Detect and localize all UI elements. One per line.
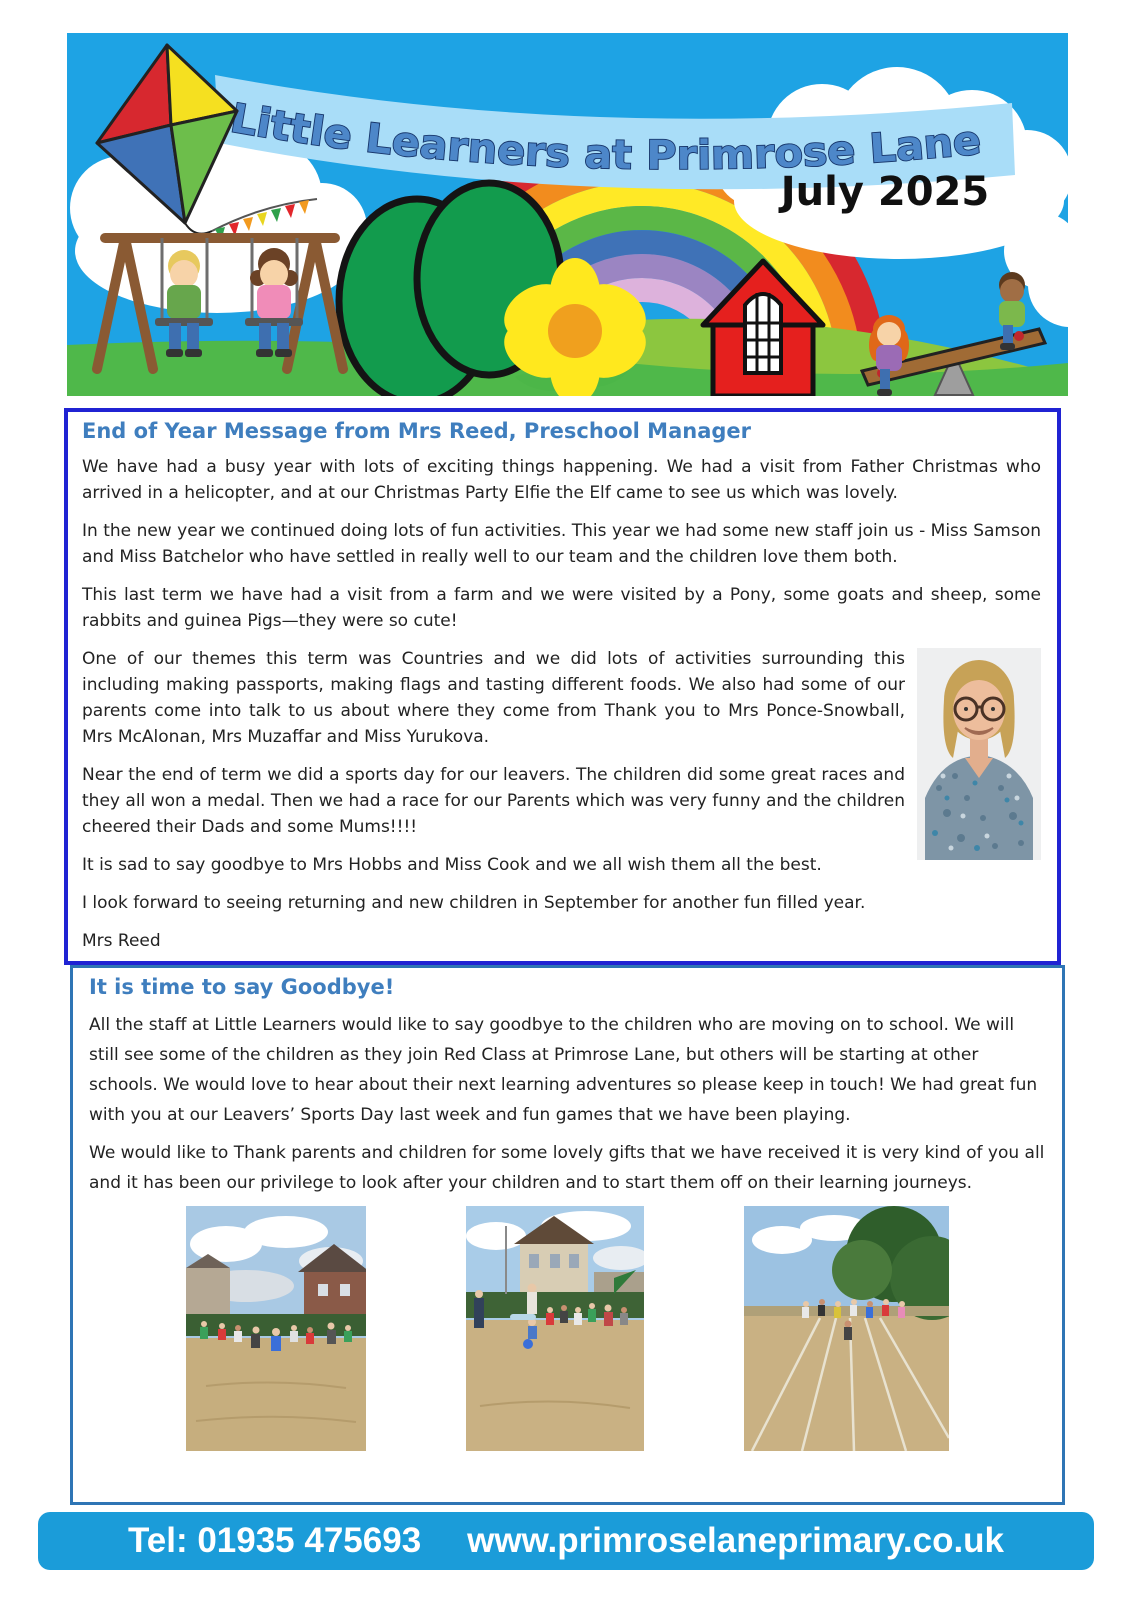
paragraph: One of our themes this term was Countries and we did lots of activities surrounding this including making passports, making flags and tasting different foods. We also had some of our parents come into talk to us about where they come from Thank you to Mrs Ponce-Snowball, Mrs McAlonan, Mrs Muzaffar and Miss Yurukova. xyxy=(82,649,905,747)
paragraph: We would like to Thank parents and children for some lovely gifts that we have received it is very kind of you all and it has been our privilege to look after your children and to start them off on their learning journeys. xyxy=(89,1143,1045,1193)
mrs-reed-photo xyxy=(917,648,1041,860)
sports-day-track-photo xyxy=(744,1206,949,1451)
header-illustration xyxy=(67,33,1068,396)
sports-day-crowd-photo xyxy=(186,1206,366,1451)
paragraph: All the staff at Little Learners would like to say goodbye to the children who are moving on to school. We will still see some of the children as they join Red Class at Primrose Lane, but others will be starting at other schools. We would love to hear about their next learning adventures so please keep in touch! We had great fun with you at our Leavers’ Sports Day last week and fun games that we have been playing. xyxy=(89,1015,1038,1125)
paragraph: It is sad to say goodbye to Mrs Hobbs and Miss Cook and we all wish them all the best. xyxy=(82,855,822,875)
newsletter-title: Little Learners at Primrose Lane xyxy=(227,95,983,179)
section-end-of-year-message xyxy=(64,408,1061,965)
issue-date: July 2025 xyxy=(780,169,990,215)
footer-contact-bar xyxy=(38,1512,1094,1570)
footer-website-link[interactable]: www.primroselaneprimary.co.uk xyxy=(467,1521,1005,1560)
header-banner xyxy=(67,33,1068,396)
paragraph: We have had a busy year with lots of exciting things happening. We had a visit from Father Christmas who arrived in a helicopter, and at our Christmas Party Elfie the Elf came to see us which was lovely. xyxy=(82,457,1041,503)
section-heading: It is time to say Goodbye! xyxy=(89,975,395,999)
paragraph: This last term we have had a visit from a farm and we were visited by a Pony, some goats and sheep, some rabbits and guinea Pigs—they were so cute! xyxy=(82,585,1041,631)
section-goodbye xyxy=(70,965,1065,1505)
paragraph: Mrs Reed xyxy=(82,931,161,951)
paragraph: Near the end of term we did a sports day for our leavers. The children did some great races and they all won a medal. Then we had a race for our Parents which was very funny and the children cheered their Dads and some Mums!!!! xyxy=(82,765,905,837)
mrs-reed-portrait xyxy=(917,648,1041,860)
section-heading: End of Year Message from Mrs Reed, Preschool Manager xyxy=(82,419,751,443)
sports-day-games-photo xyxy=(466,1206,644,1451)
paragraph: I look forward to seeing returning and new children in September for another fun filled year. xyxy=(82,893,866,913)
paragraph: In the new year we continued doing lots of fun activities. This year we had some new staff join us - Miss Samson and Miss Batchelor who have settled in really well to our team and the children love them both. xyxy=(82,521,1041,567)
sports-day-photo-row xyxy=(89,1206,1046,1451)
footer-telephone: Tel: 01935 475693 xyxy=(127,1521,422,1560)
